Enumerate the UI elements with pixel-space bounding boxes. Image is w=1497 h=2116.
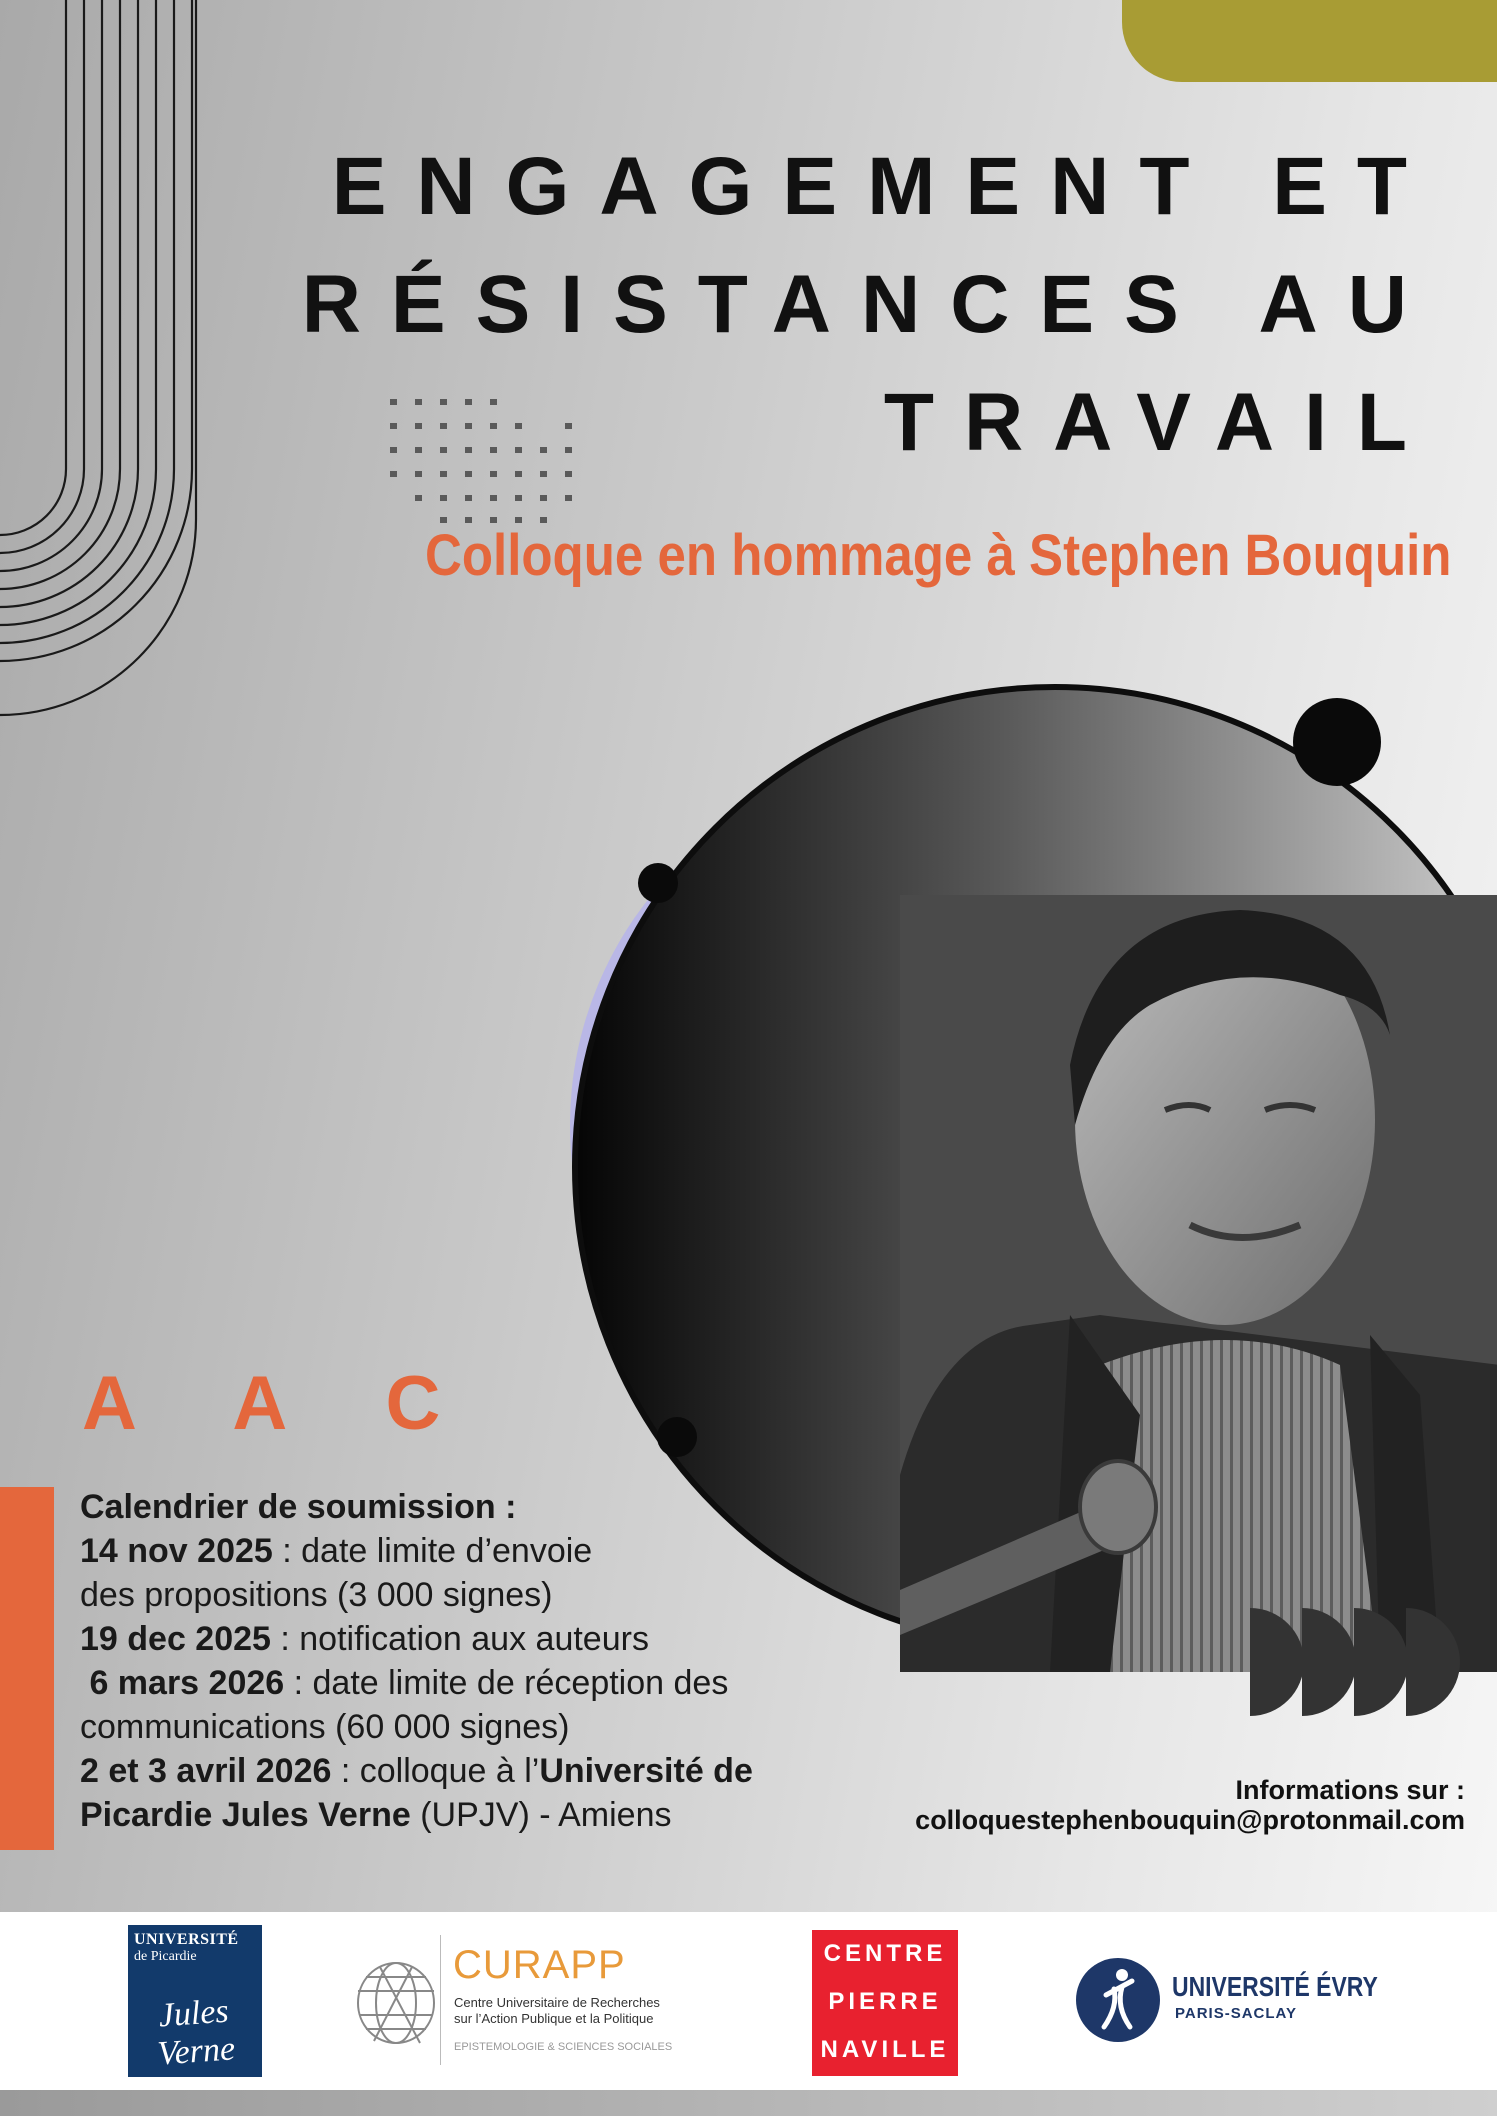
calendar-text-4: : date limite de réception des <box>284 1664 729 1702</box>
info-email-link[interactable]: colloquestephenbouquin@protonmail.com <box>915 1805 1465 1835</box>
upjv-line-3: Jules Verne <box>156 1992 237 2073</box>
calendar-bold-7: Picardie Jules Verne <box>80 1796 411 1834</box>
title-line-3: TRAVAIL <box>883 377 1437 468</box>
submission-calendar <box>80 1485 840 1837</box>
calendar-date-4: 6 mars 2026 <box>80 1664 285 1702</box>
calendar-text-1: : date limite d’envoie <box>272 1532 593 1570</box>
logo-curapp <box>350 1925 710 2075</box>
logo-universite-evry <box>1072 1955 1378 2045</box>
bottom-strip <box>0 2090 1497 2116</box>
upjv-line-2: de Picardie <box>134 1949 197 1964</box>
curapp-line-3: EPISTEMOLOGIE & SCIENCES SOCIALES <box>454 2041 673 2053</box>
info-block <box>915 1775 1465 1835</box>
evry-name: UNIVERSITÉ ÉVRY <box>1172 1971 1378 2002</box>
cpn-line-1: CENTRE <box>823 1940 947 1967</box>
calendar-date-6: 2 et 3 avril 2026 <box>80 1752 332 1790</box>
title-line-1: ENGAGEMENT ET <box>331 141 1437 232</box>
calendar-heading: Calendrier de soumission : <box>80 1488 517 1526</box>
speaker-portrait-image <box>900 895 1497 1672</box>
calendar-text-3: : notification aux auteurs <box>270 1620 649 1658</box>
curapp-name: CURAPP <box>453 1943 626 1987</box>
cpn-line-2: PIERRE <box>828 1988 942 2015</box>
upjv-line-1: UNIVERSITÉ <box>134 1931 239 1948</box>
calendar-text-6: : colloque à l’ <box>331 1752 540 1790</box>
orange-side-bar <box>0 1487 54 1850</box>
title-line-2: RÉSISTANCES AU <box>301 259 1437 350</box>
evry-emblem-icon <box>1074 1955 1164 2045</box>
calendar-text-5: communications (60 000 signes) <box>80 1708 570 1746</box>
cpn-line-3: NAVILLE <box>820 2036 950 2063</box>
calendar-text-2: des propositions (3 000 signes) <box>80 1576 553 1614</box>
info-label: Informations sur : <box>1235 1775 1465 1805</box>
curapp-line-2: sur l’Action Publique et la Politique <box>454 2011 654 2026</box>
black-dot-bottom <box>657 1417 697 1457</box>
calendar-bold-6: Université de <box>539 1752 753 1790</box>
logo-upjv <box>128 1925 262 2077</box>
call-acronym: A A C <box>82 1361 481 1446</box>
black-dot-large <box>1293 698 1381 786</box>
calendar-text-7: (UPJV) - Amiens <box>410 1796 672 1834</box>
black-dot-top <box>638 863 678 903</box>
curapp-line-1: Centre Universitaire de Recherches <box>454 1995 660 2010</box>
logo-centre-pierre-naville <box>812 1930 958 2076</box>
calendar-date-3: 19 dec 2025 <box>80 1620 271 1658</box>
calendar-date-1: 14 nov 2025 <box>80 1532 273 1570</box>
evry-subtitle: PARIS-SACLAY <box>1175 2005 1298 2022</box>
subtitle: Colloque en hommage à Stephen Bouquin <box>424 523 1451 588</box>
half-moon-shapes-decoration <box>1250 1608 1470 1718</box>
curapp-globe-icon <box>350 1925 440 2075</box>
